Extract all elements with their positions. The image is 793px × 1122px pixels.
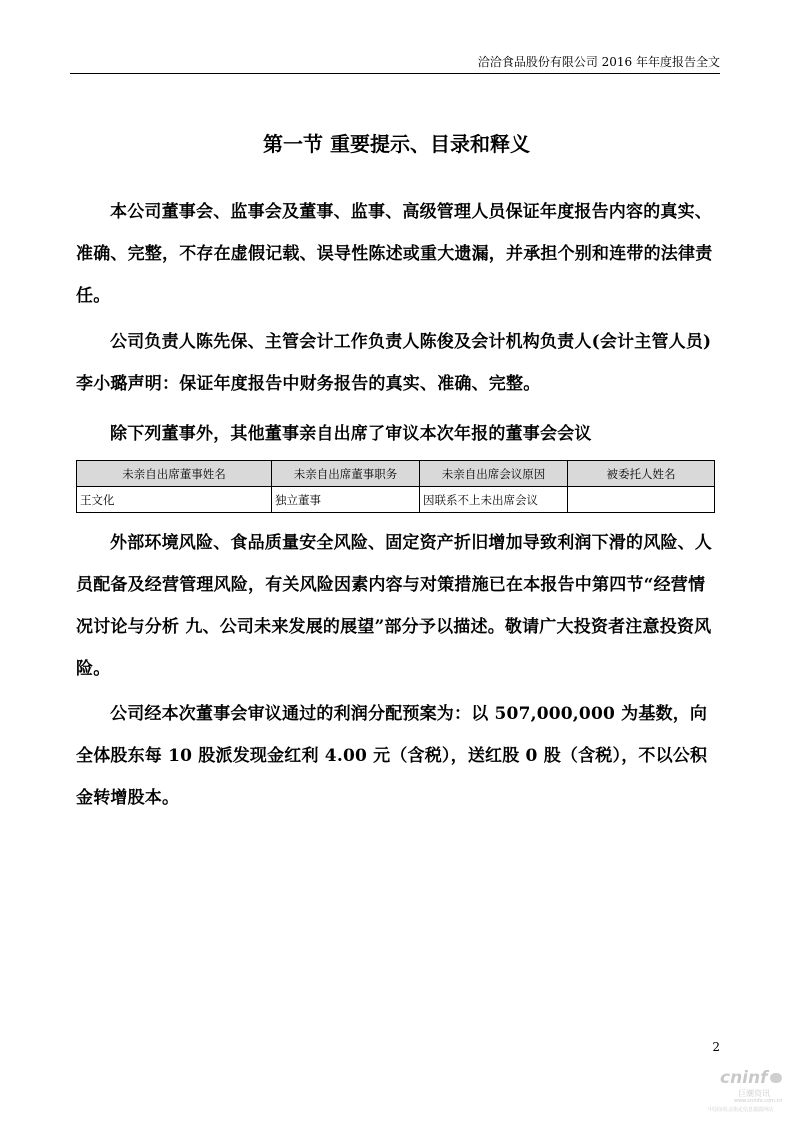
header-position: 未亲自出席董事职务	[272, 461, 420, 487]
page-number: 2	[712, 1040, 720, 1054]
cell-name: 王文化	[77, 487, 272, 513]
cell-reason: 因联系不上未出席会议	[420, 487, 568, 513]
watermark-cn: 巨潮资讯	[738, 1089, 770, 1098]
header-text: 洽洽食品股份有限公司 2016 年年度报告全文	[477, 55, 720, 69]
profit-distribution-plan: 公司经本次董事会审议通过的利润分配预案为：以 507,000,000 为基数，向全体股东每 10 股派发现金红利 4.00 元（含税），送红股 0 股（含税），不以公积金转增股本。	[76, 704, 708, 808]
watermark-org: 中国证监会指定信息披露网站	[708, 1107, 774, 1113]
watermark-logo: cninf	[720, 1068, 768, 1088]
attendance-statement: 除下列董事外，其他董事亲自出席了审议本次年报的董事会会议	[110, 424, 592, 444]
table-row	[77, 487, 715, 513]
cell-proxy	[568, 487, 715, 513]
section-title: 第一节 重要提示、目录和释义	[263, 132, 530, 156]
responsibility-statement: 本公司董事会、监事会及董事、监事、高级管理人员保证年度报告内容的真实、准确、完整，不存在虚假记载、误导性陈述或重大遗漏，并承担个别和连带的法律责任。	[76, 202, 713, 306]
cninfo-watermark	[708, 1068, 788, 1116]
watermark-url: www.cninfo.com.cn	[734, 1098, 783, 1104]
cninfo-logo-icon	[770, 1073, 782, 1083]
table-header-row	[77, 461, 715, 487]
header-name: 未亲自出席董事姓名	[77, 461, 272, 487]
header-proxy: 被委托人姓名	[568, 461, 715, 487]
risk-statement: 外部环境风险、食品质量安全风险、固定资产折旧增加导致利润下滑的风险、人员配备及经营管理风险，有关风险因素内容与对策措施已在本报告中第四节“经营情况讨论与分析 九、公司未来发展的展望”部分予以描述。敬请广大投资者注意投资风险。	[76, 533, 712, 679]
header-reason: 未亲自出席会议原因	[420, 461, 568, 487]
financial-report-declaration: 公司负责人陈先保、主管会计工作负责人陈俊及会计机构负责人(会计主管人员)李小璐声明：保证年度报告中财务报告的真实、准确、完整。	[76, 332, 712, 394]
cell-position: 独立董事	[272, 487, 420, 513]
page-header	[70, 52, 720, 74]
absent-directors-table	[76, 460, 715, 513]
